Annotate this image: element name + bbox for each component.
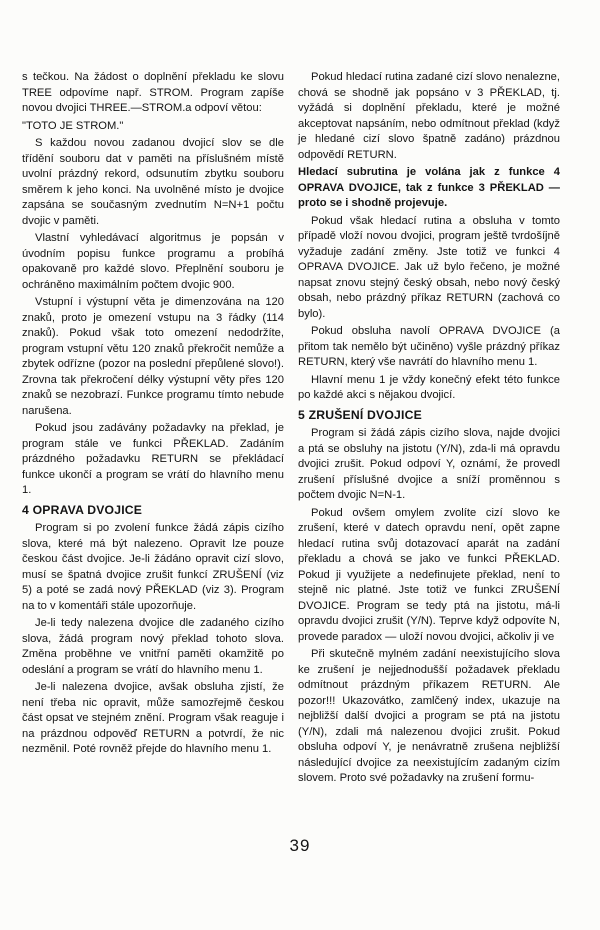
quoted-sentence: "TOTO JE STROM.": [22, 119, 124, 132]
paragraph: Pokud ovšem omylem zvolíte cizí slovo ke zrušení, které v datech opravdu není, opět zapne hledací rutina svůj dotazovací aparát na zadání překladu a chová se jako ve funkci PŘEKLAD. Pokud ji využijete a nedefinujete překlad, není to stejně nic platné. Jste totiž ve funkci ZRUŠENÍ DVOJICE. Program se tedy ptá na jistotu, má-li opravdu dvojici zrušit (Y/N). Teprve když odpovíte N, provede paradox — uloží novou dvojici, ačkoliv ji ve: [298, 506, 560, 643]
paragraph: Hlavní menu 1 je vždy konečný efekt této funkce po každé akci s nějakou dvojicí.: [298, 373, 560, 401]
paragraph: Vstupní i výstupní věta je dimenzována na 120 znaků, proto je omezení vstupu na 3 řádky (114 znaků). Pokud však toto omezení nedodržíte, program vstupní větu 120 znaků překročit nemůže a zbytek odřízne (pozor na poslední přepůlené slovo!). Zrovna tak překročení délky výstupní věty přes 120 znaků se nezobrazí. Funkce programu tímto nebude narušena.: [22, 296, 284, 417]
left-column: [22, 70, 284, 760]
paragraph: Pokud však hledací rutina a obsluha v tomto případě vloží novou dvojici, program ještě tvrdošíjně vyžaduje zadání změny. Jste totiž ve funkci 4 OPRAVA DVOJICE. Jak už bylo řečeno, je možné napsat znovu stejný český obsah, nebo nový český obsah, nebo prázdný příkaz RETURN (zachová co bylo).: [298, 214, 560, 320]
paragraph: Je-li tedy nalezena dvojice dle zadaného cizího slova, žádá program nový překlad tohoto slova. Změna proběhne ve vnitřní paměti okamžitě po odeslání a program se vrátí do hlavního menu 1.: [22, 617, 284, 676]
paragraph: Vlastní vyhledávací algoritmus je popsán v úvodním popisu funkce programu a probíhá opakovaně pro každé slovo. Přeplnění souboru je ochráněno maximálním počtem dvojic 900.: [22, 232, 284, 291]
paragraph: Pokud obsluha navolí OPRAVA DVOJICE (a přitom tak nemělo být učiněno) vyšle prázdný příkaz RETURN, který vše navrátí do hlavního menu 1.: [298, 325, 560, 368]
paragraph: Program si žádá zápis cizího slova, najde dvojici a ptá se obsluhy na jistotu (Y/N), zda-li má opravdu dvojici zrušit. Pokud odpoví Y, oznámí, že provedl zrušení příslušné dvojice a sníží proměnnou s počtem dvojic N=N-1.: [298, 427, 560, 501]
paragraph: S každou novou zadanou dvojicí slov se dle třídění souboru dat v paměti na příslušném místě uvolní prázdný rekord, odsunutím zbytku souboru směrem k jeho konci. Na uvolněné místo je dvojice zapsána se současným zvednutím N=N+1 počtu dvojic v paměti.: [22, 137, 284, 227]
paragraph: Program si po zvolení funkce žádá zápis cizího slova, které má být nalezeno. Opravit lze pouze českou část dvojice. Je-li žádáno opravit cizí slovo, musí se špatná dvojice zrušit funkcí ZRUŠENÍ (viz 5) a poté se zadá nový PŘEKLAD (viz 3). Program na to v komentáři stále upozorňuje.: [22, 522, 284, 612]
right-column: [298, 70, 560, 789]
section-heading-zruseni-dvojice: 5 ZRUŠENÍ DVOJICE: [298, 407, 422, 422]
paragraph: Je-li nalezena dvojice, avšak obsluha zjistí, že není třeba nic opravit, může samozřejmě českou část opsat ve stejném znění. Program však reaguje i na prázdnou odpověď RETURN a potvrdí, že nic nezměnil. Poté rovněž přejde do hlavního menu 1.: [22, 681, 284, 755]
bold-paragraph: Hledací subrutina je volána jak z funkce 4 OPRAVA DVOJICE, tak z funkce 3 PŘEKLAD — proto se i shodně projevuje.: [298, 166, 560, 209]
paragraph: s tečkou. Na žádost o doplnění překladu ke slovu TREE odpovíme např. STROM. Program zapíše novou dvojici THREE.—STROM.a odpoví větou:: [22, 71, 284, 114]
page-number: 39: [289, 836, 311, 855]
paragraph: Pokud hledací rutina zadané cizí slovo nenalezne, chová se shodně jak popsáno v 3 PŘEKLAD, tj. vyžádá si doplnění překladu, které je možné akceptovat napsáním, nebo odmítnout překlad (když je hledané cizí slovo špatně zadáno) prázdnou odpovědí RETURN.: [298, 71, 560, 161]
paragraph: Při skutečně mylném zadání neexistujícího slova ke zrušení je nejjednodušší požadavek překladu odmítnout prázdným příkazem RETURN. Ale pozor!!! Ukazovátko, zamlčený index, ukazuje na nejbližší další dvojici a program se ptá na jistotu (Y/N), zdali má nalezenou dvojici zrušit. Pokud obsluha odpoví Y, je nenávratně zrušena nejbližší následující dvojice za neexistujícím zadaným cizím slovem. Proto své požadavky na zrušení formu-: [298, 648, 560, 784]
paragraph: Pokud jsou zadávány požadavky na překlad, je program stále ve funkci PŘEKLAD. Zadáním prázdného požadavku RETURN se překládací funkce ukončí a program se vrátí do hlavního menu 1.: [22, 422, 284, 496]
section-heading-oprava-dvojice: 4 OPRAVA DVOJICE: [22, 502, 143, 517]
